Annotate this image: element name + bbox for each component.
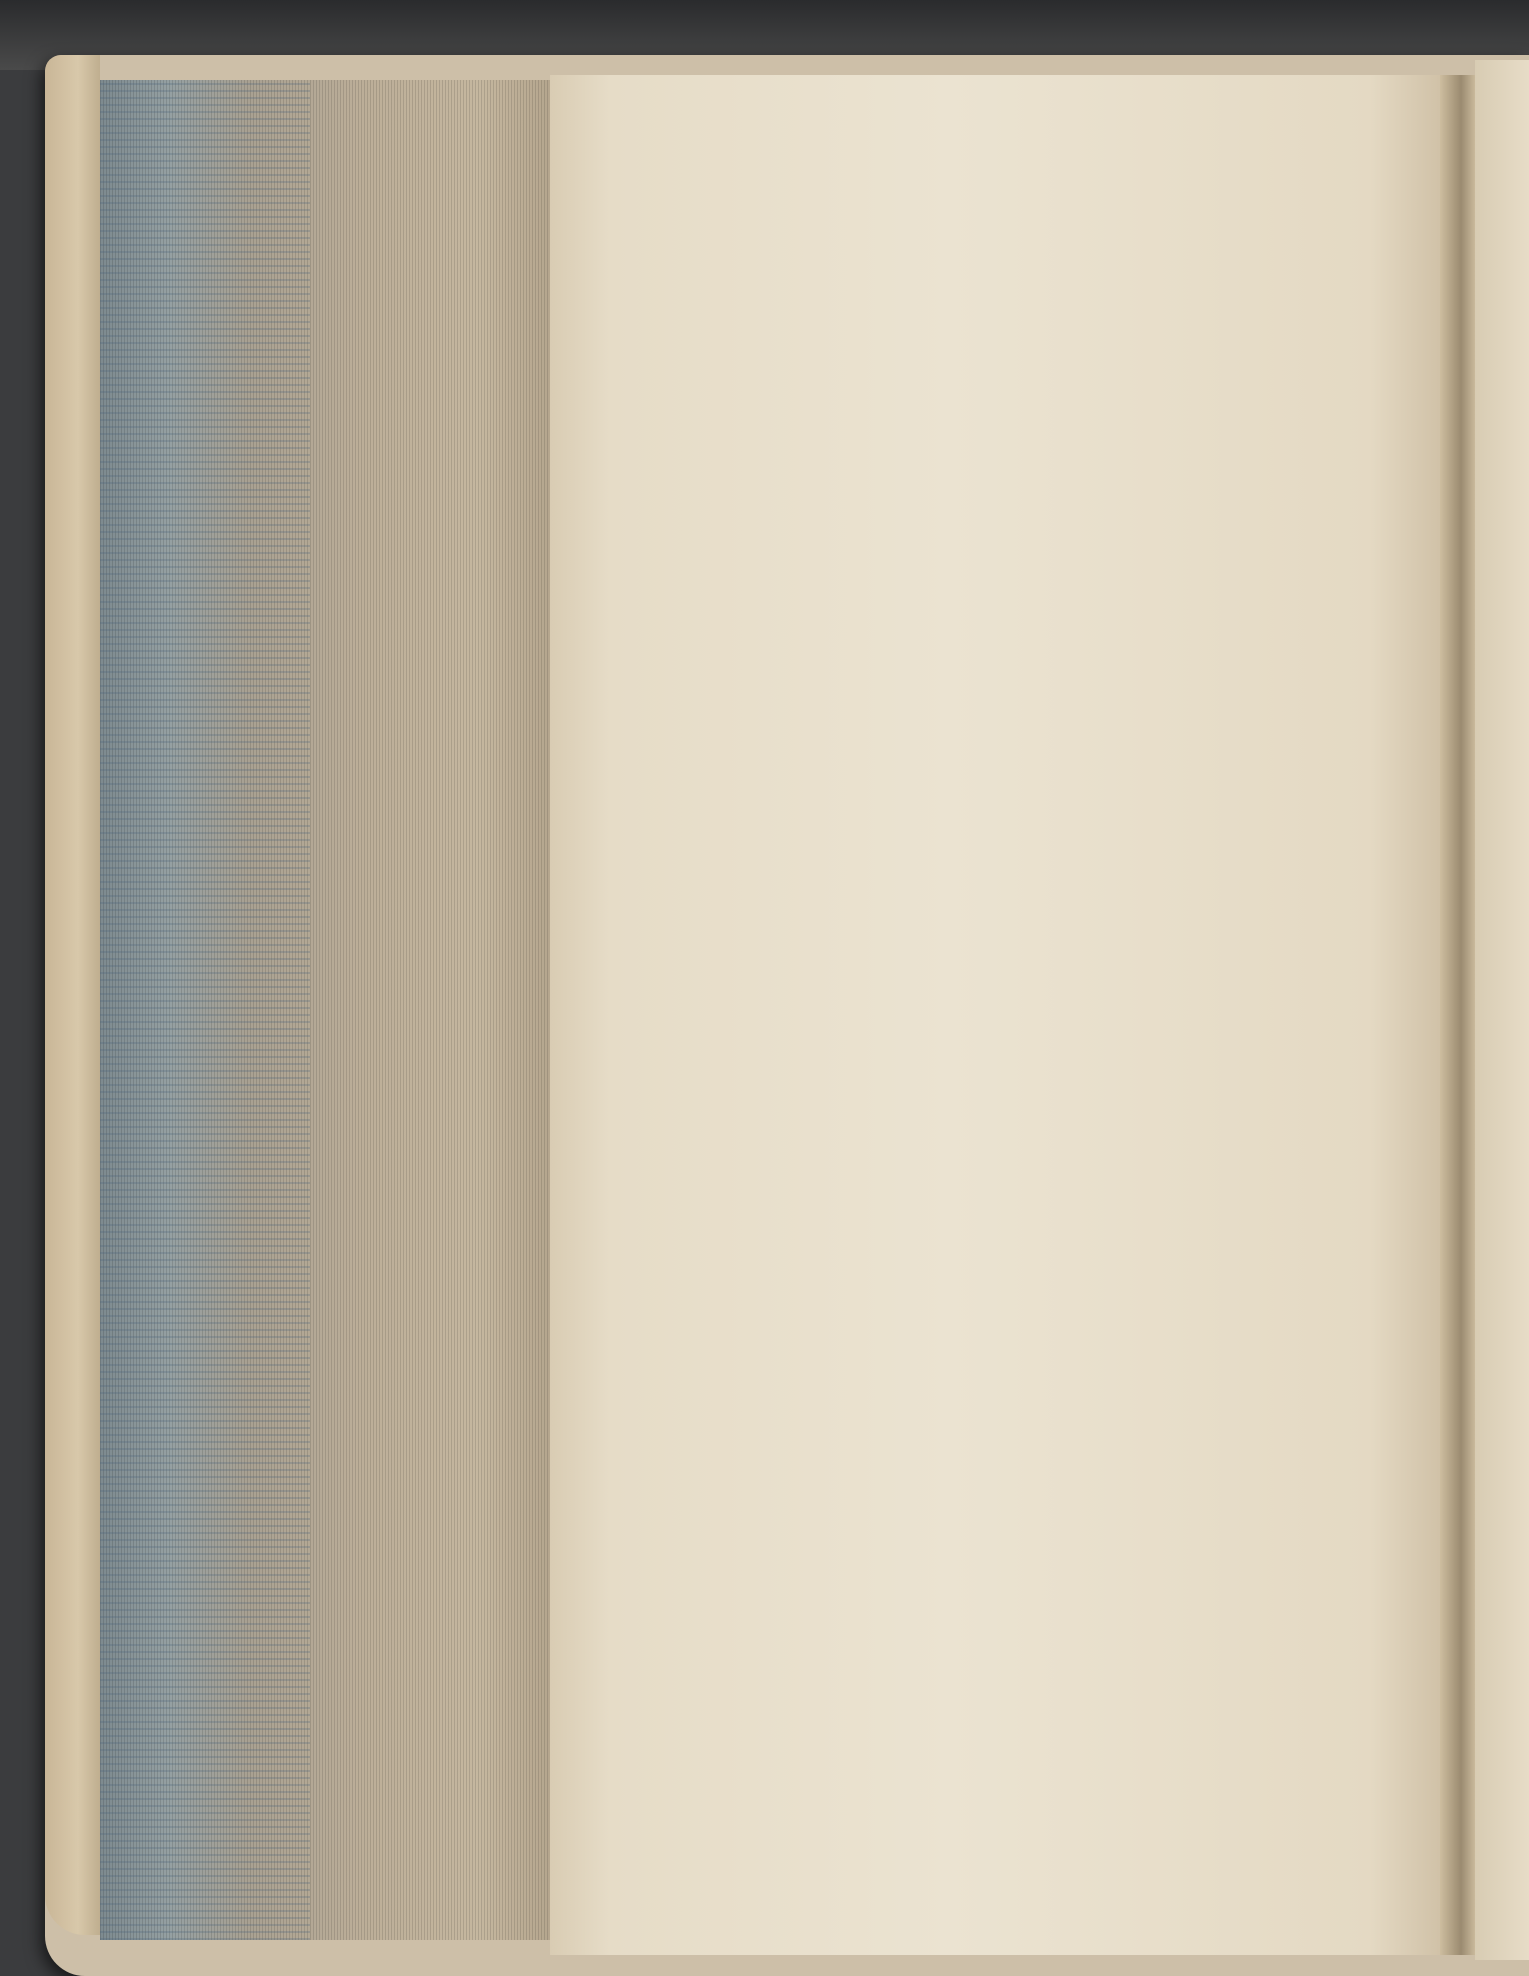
cover-edge — [45, 55, 100, 1935]
facing-page — [1475, 60, 1529, 1960]
page-edge-stain — [100, 80, 310, 1940]
page-header — [700, 118, 1420, 168]
left-page — [550, 75, 1460, 1955]
gutter — [1440, 75, 1475, 1955]
